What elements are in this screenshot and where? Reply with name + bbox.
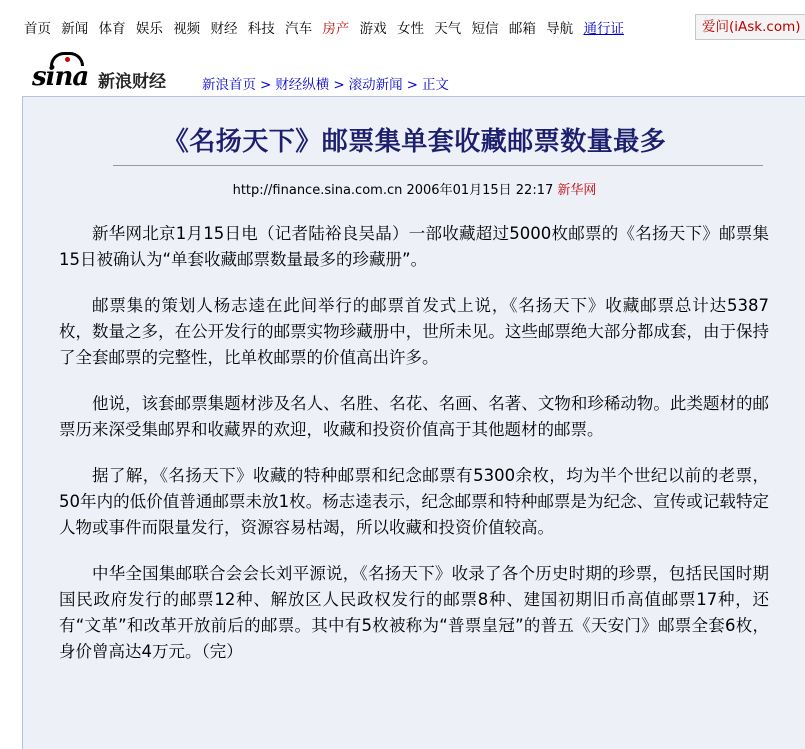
- brand-bar: [0, 48, 805, 96]
- top-navigation: [0, 0, 805, 46]
- breadcrumb-separator: >: [260, 77, 272, 93]
- article-panel: [22, 96, 805, 749]
- logo-text: sina: [32, 62, 89, 92]
- breadcrumb-separator: >: [406, 77, 418, 93]
- nav-link-mail[interactable]: 邮箱: [508, 21, 536, 37]
- nav-link-tech[interactable]: 科技: [247, 21, 275, 37]
- article-body: [59, 221, 769, 685]
- meta-url: http://finance.sina.com.cn: [232, 183, 403, 198]
- iask-search-button[interactable]: 爱问(iAsk.com): [695, 14, 805, 40]
- nav-link-directory[interactable]: 导航: [546, 21, 574, 37]
- article-meta: [23, 179, 805, 198]
- breadcrumb-article[interactable]: 正文: [421, 77, 449, 93]
- channel-links: [24, 17, 630, 37]
- article-paragraph: 中华全国集邮联合会会长刘平源说，《名扬天下》收录了各个历史时期的珍票，包括民国时期国民政府发行的邮票12种、解放区人民政权发行的邮票8种、建国初期旧币高值邮票17种，还有“文革”和改革开放前后的邮票。其中有5枚被称为“普票皇冠”的普五《天安门》邮票全套6枚，身价曾高达4万元。（完）: [59, 564, 769, 661]
- passport-link[interactable]: 通行证: [583, 21, 624, 37]
- nav-link-home[interactable]: 首页: [24, 21, 51, 37]
- channel-name: 新浪财经: [98, 72, 166, 92]
- nav-link-auto[interactable]: 汽车: [285, 21, 313, 37]
- breadcrumb-finance[interactable]: 财经纵横: [275, 77, 330, 93]
- nav-link-entertainment[interactable]: 娱乐: [135, 21, 163, 37]
- nav-link-finance[interactable]: 财经: [210, 21, 238, 37]
- article-paragraph: 据了解，《名扬天下》收藏的特种邮票和纪念邮票有5300余枚，均为半个世纪以前的老票，50年内的低价值普通邮票未放1枚。杨志逵表示，纪念邮票和特种邮票是为纪念、宣传或记载特定人物或事件而限量发行，资源容易枯竭，所以收藏和投资价值较高。: [59, 466, 769, 537]
- breadcrumb-home[interactable]: 新浪首页: [202, 77, 256, 93]
- article-paragraph: 新华网北京1月15日电（记者陆裕良吴晶）一部收藏超过5000枚邮票的《名扬天下》邮票集15日被确认为“单套收藏邮票数量最多的珍藏册”。: [59, 224, 769, 269]
- nav-link-house[interactable]: 房产: [322, 21, 350, 37]
- meta-time: 2006年01月15日 22:17: [406, 183, 554, 198]
- breadcrumb: [202, 73, 449, 93]
- article-paragraph: 他说，该套邮票集题材涉及名人、名胜、名花、名画、名著、文物和珍稀动物。此类题材的邮票历来深受集邮界和收藏界的欢迎，收藏和投资价值高于其他题材的邮票。: [59, 394, 769, 439]
- nav-link-women[interactable]: 女性: [396, 21, 424, 37]
- nav-link-games[interactable]: 游戏: [359, 21, 387, 37]
- meta-source-link[interactable]: 新华网: [557, 183, 597, 198]
- article-title: 《名扬天下》邮票集单套收藏邮票数量最多: [162, 127, 667, 157]
- breadcrumb-rolling-news[interactable]: 滚动新闻: [348, 77, 403, 93]
- nav-link-weather[interactable]: 天气: [434, 21, 462, 37]
- nav-link-sms[interactable]: 短信: [471, 21, 499, 37]
- breadcrumb-separator: >: [333, 77, 345, 93]
- title-divider: [113, 165, 763, 166]
- nav-link-video[interactable]: 视频: [173, 21, 201, 37]
- article-paragraph: 邮票集的策划人杨志逵在此间举行的邮票首发式上说，《名扬天下》收藏邮票总计达5387枚，数量之多，在公开发行的邮票实物珍藏册中，世所未见。这些邮票绝大部分都成套，由于保持了全套邮票的完整性，比单枚邮票的价值高出许多。: [59, 296, 769, 367]
- nav-link-news[interactable]: 新闻: [61, 21, 89, 37]
- sina-logo[interactable]: [30, 52, 92, 92]
- nav-link-sports[interactable]: 体育: [98, 21, 126, 37]
